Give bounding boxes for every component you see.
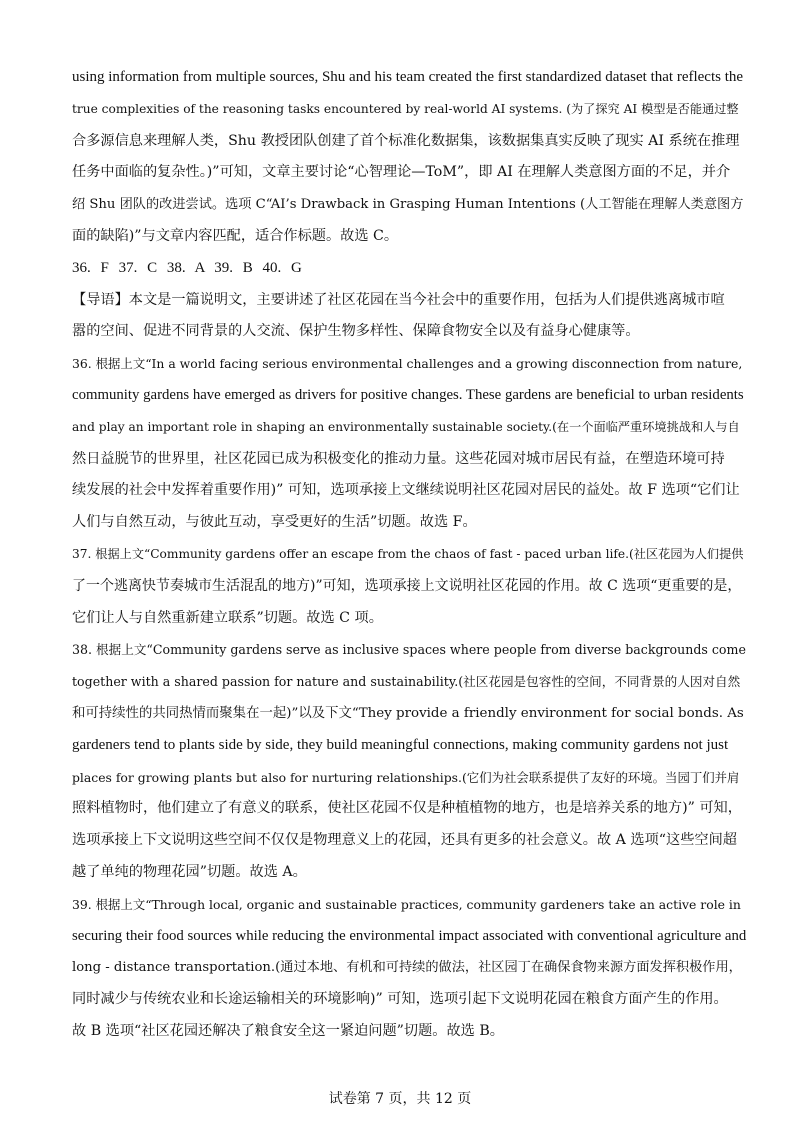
text-line: 和可持续性的共同热情而聚集在一起)”以及下文“They provide a friendly environment for social bonds. As — [72, 705, 744, 721]
text-line: 越了单纯的物理花园”切题。故选 A。 — [72, 863, 307, 880]
text-line: securing their food sources while reducing the environmental impact associated with conventional agriculture and — [72, 927, 747, 944]
text-line: true complexities of the reasoning tasks encountered by real-world AI systems. (为了探究 AI 模型是否能通过整 — [72, 101, 739, 116]
document-body — [72, 62, 748, 1048]
text-line: and play an important role in shaping an environmentally sustainable society.(在一个面临严重环境挑战和人与自 — [72, 419, 740, 434]
intro-line: 【导语】本文是一篇说明文，主要讲述了社区花园在当今社会中的重要作用，包括为人们提供逃离城市喧 — [72, 291, 725, 308]
text-line: 37. 根据上文“Community gardens offer an escape from the chaos of fast - paced urban life.(社区花园为人们提供 — [72, 546, 744, 561]
text-line: together with a shared passion for nature and sustainability.(社区花园是包容性的空间，不同背景的人因对自然 — [72, 674, 741, 690]
text-line: 面的缺陷)”与文章内容匹配，适合作标题。故选 C。 — [72, 227, 399, 244]
text-line: 同时减少与传统农业和长途运输相关的环境影响)” 可知，选项引起下文说明花园在粮食方面产生的作用。 — [72, 991, 728, 1008]
text-line: community gardens have emerged as drivers for positive changes. These gardens are beneficial to urban residents — [72, 386, 744, 403]
text-line: gardeners tend to plants side by side, they build meaningful connections, making community gardens not just — [72, 736, 729, 753]
text-line: 然日益脱节的世界里，社区花园已成为积极变化的推动力量。这些花园对城市居民有益，在塑造环境可持 — [72, 450, 725, 467]
text-line: 它们让人与自然重新建立联系”切题。故选 C 项。 — [72, 609, 383, 626]
text-line: 选项承接上下文说明这些空间不仅仅是物理意义上的花园，还具有更多的社会意义。故 A 选项“这些空间超 — [72, 832, 737, 849]
text-line: 39. 根据上文“Through local, organic and sustainable practices, community gardeners take an active role in — [72, 896, 741, 912]
text-line: places for growing plants but also for nurturing relationships.(它们为社会联系提供了友好的环境。当园丁们并肩 — [72, 769, 740, 785]
text-line: 合多源信息来理解人类，Shu 教授团队创建了首个标准化数据集，该数据集真实反映了现实 AI 系统在推理 — [72, 132, 740, 149]
text-line: 任务中面临的复杂性。)”可知，文章主要讨论“心智理论—ToM”，即 AI 在理解人类意图方面的不足，并介 — [72, 164, 731, 181]
answer-key: 36. F 37. C 38. A 39. B 40. G — [72, 259, 302, 276]
text-line: 36. 根据上文“In a world facing serious environmental challenges and a growing disconnection from nature, — [72, 356, 743, 372]
text-line: 了一个逃离快节奏城市生活混乱的地方)”可知，选项承接上文说明社区花园的作用。故 C 选项“更重要的是， — [72, 577, 742, 594]
text-line: 人们与自然互动，与彼此互动，享受更好的生活”切题。故选 F。 — [72, 514, 477, 531]
intro-line: 嚣的空间、促进不同背景的人交流、保护生物多样性、保障食物安全以及有益身心健康等。 — [72, 323, 640, 340]
text-line: 照料植物时，他们建立了有意义的联系，使社区花园不仅是种植植物的地方，也是培养关系的地方)” 可知， — [72, 800, 742, 817]
text-line: 故 B 选项“社区花园还解决了粮食安全这一紧迫问题”切题。故选 B。 — [72, 1022, 504, 1039]
text-line: using information from multiple sources, Shu and his team created the first standardized dataset that reflects the — [72, 69, 744, 85]
page-footer: 试卷第 7 页，共 12 页 — [328, 1091, 472, 1107]
text-line: 续发展的社会中发挥着重要作用)” 可知，选项承接上文继续说明社区花园对居民的益处。故 F 选项“它们让 — [72, 482, 740, 499]
text-line: 38. 根据上文“Community gardens serve as inclusive spaces where people from diverse backgrounds come — [72, 642, 746, 658]
text-line: long - distance transportation.(通过本地、有机和可持续的做法，社区园丁在确保食物来源方面发挥积极作用， — [72, 960, 742, 976]
text-line: 绍 Shu 团队的改进尝试。选项 C“AI’s Drawback in Grasping Human Intentions (人工智能在理解人类意图方 — [72, 197, 744, 213]
